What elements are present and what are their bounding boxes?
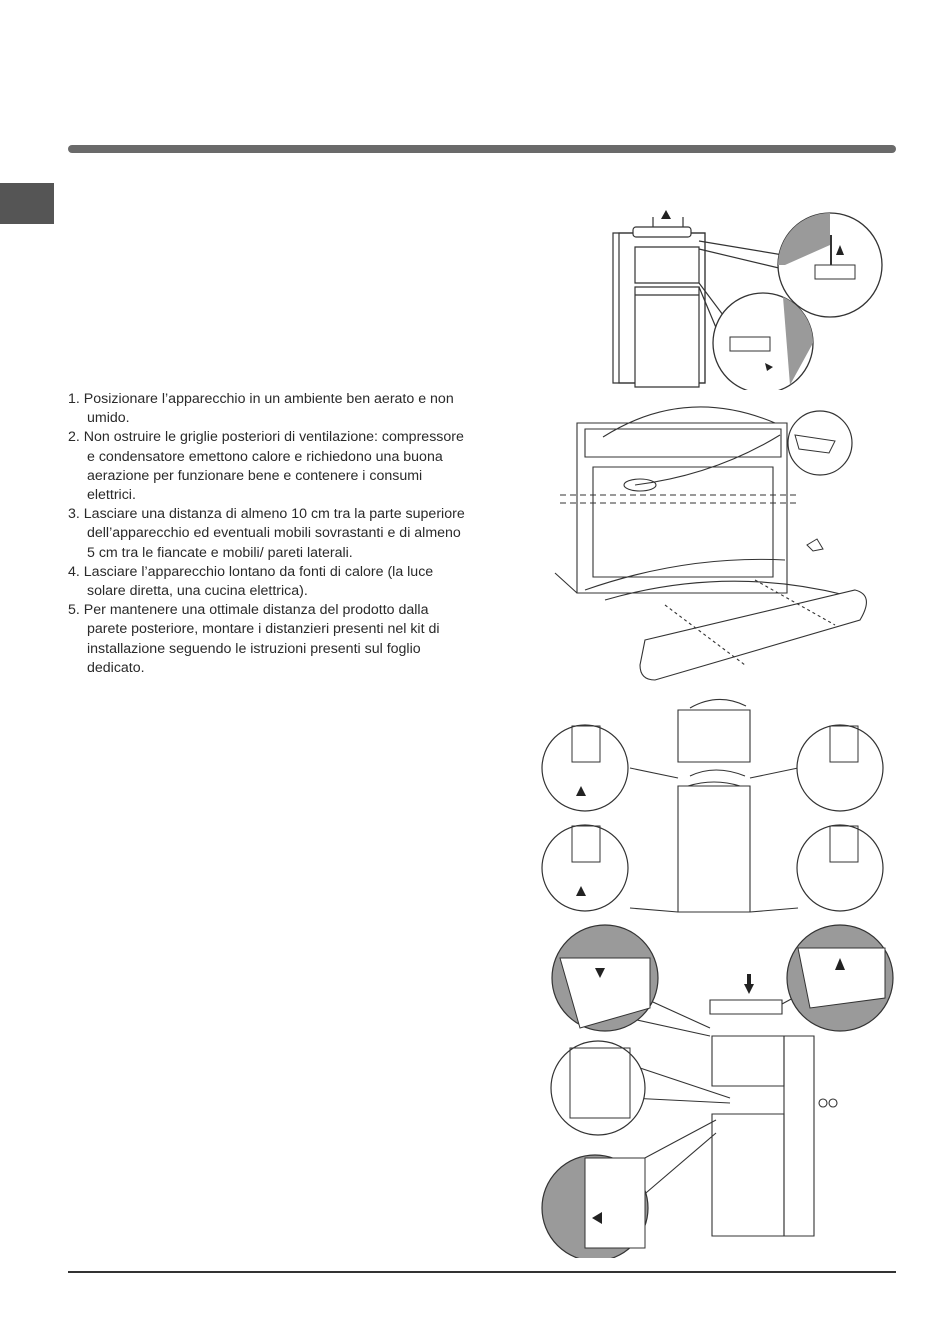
base-grille-illustration	[545, 395, 880, 690]
item-text: Posizionare l’apparecchio in un ambiente ben aerato e non umido.	[83, 391, 454, 427]
list-item	[68, 601, 468, 678]
item-text: Lasciare l’apparecchio lontano da fonti di calore (la luce solare diretta, una cucina elettrica).	[83, 563, 434, 600]
item-number: 3.	[68, 506, 80, 523]
door-reassembly-illustration	[540, 918, 900, 1258]
item-number: 5.	[68, 602, 80, 619]
item-number: 1.	[68, 391, 80, 407]
item-number: 2.	[68, 429, 80, 446]
language-tab	[0, 183, 54, 224]
list-item	[68, 563, 468, 601]
item-text: Non ostruire le griglie posteriori di ventilazione: compressore e condensatore emettono calore e richiedono una buona aerazione per funzionare bene e contenere i consumi elettrici.	[83, 429, 464, 504]
installation-instructions	[68, 390, 468, 678]
item-number: 4.	[68, 563, 80, 580]
item-text: Lasciare una distanza di almeno 10 cm tra la parte superiore dell’apparecchio ed eventuali mobili sovrastanti e di almeno 5 cm tra le fiancate e mobili/ pareti laterali.	[83, 506, 465, 561]
header-rule	[68, 145, 896, 153]
door-reversal-illustration	[540, 698, 885, 918]
hinge-removal-illustration	[605, 205, 885, 390]
footer-rule	[68, 1271, 896, 1273]
list-item	[68, 505, 468, 563]
item-text: Per mantenere una ottimale distanza del prodotto dalla parete posteriore, montare i distanzieri presenti nel kit di installazione seguendo le istruzioni presenti sul foglio dedicato.	[83, 602, 440, 676]
list-item	[68, 390, 468, 428]
list-item	[68, 428, 468, 505]
